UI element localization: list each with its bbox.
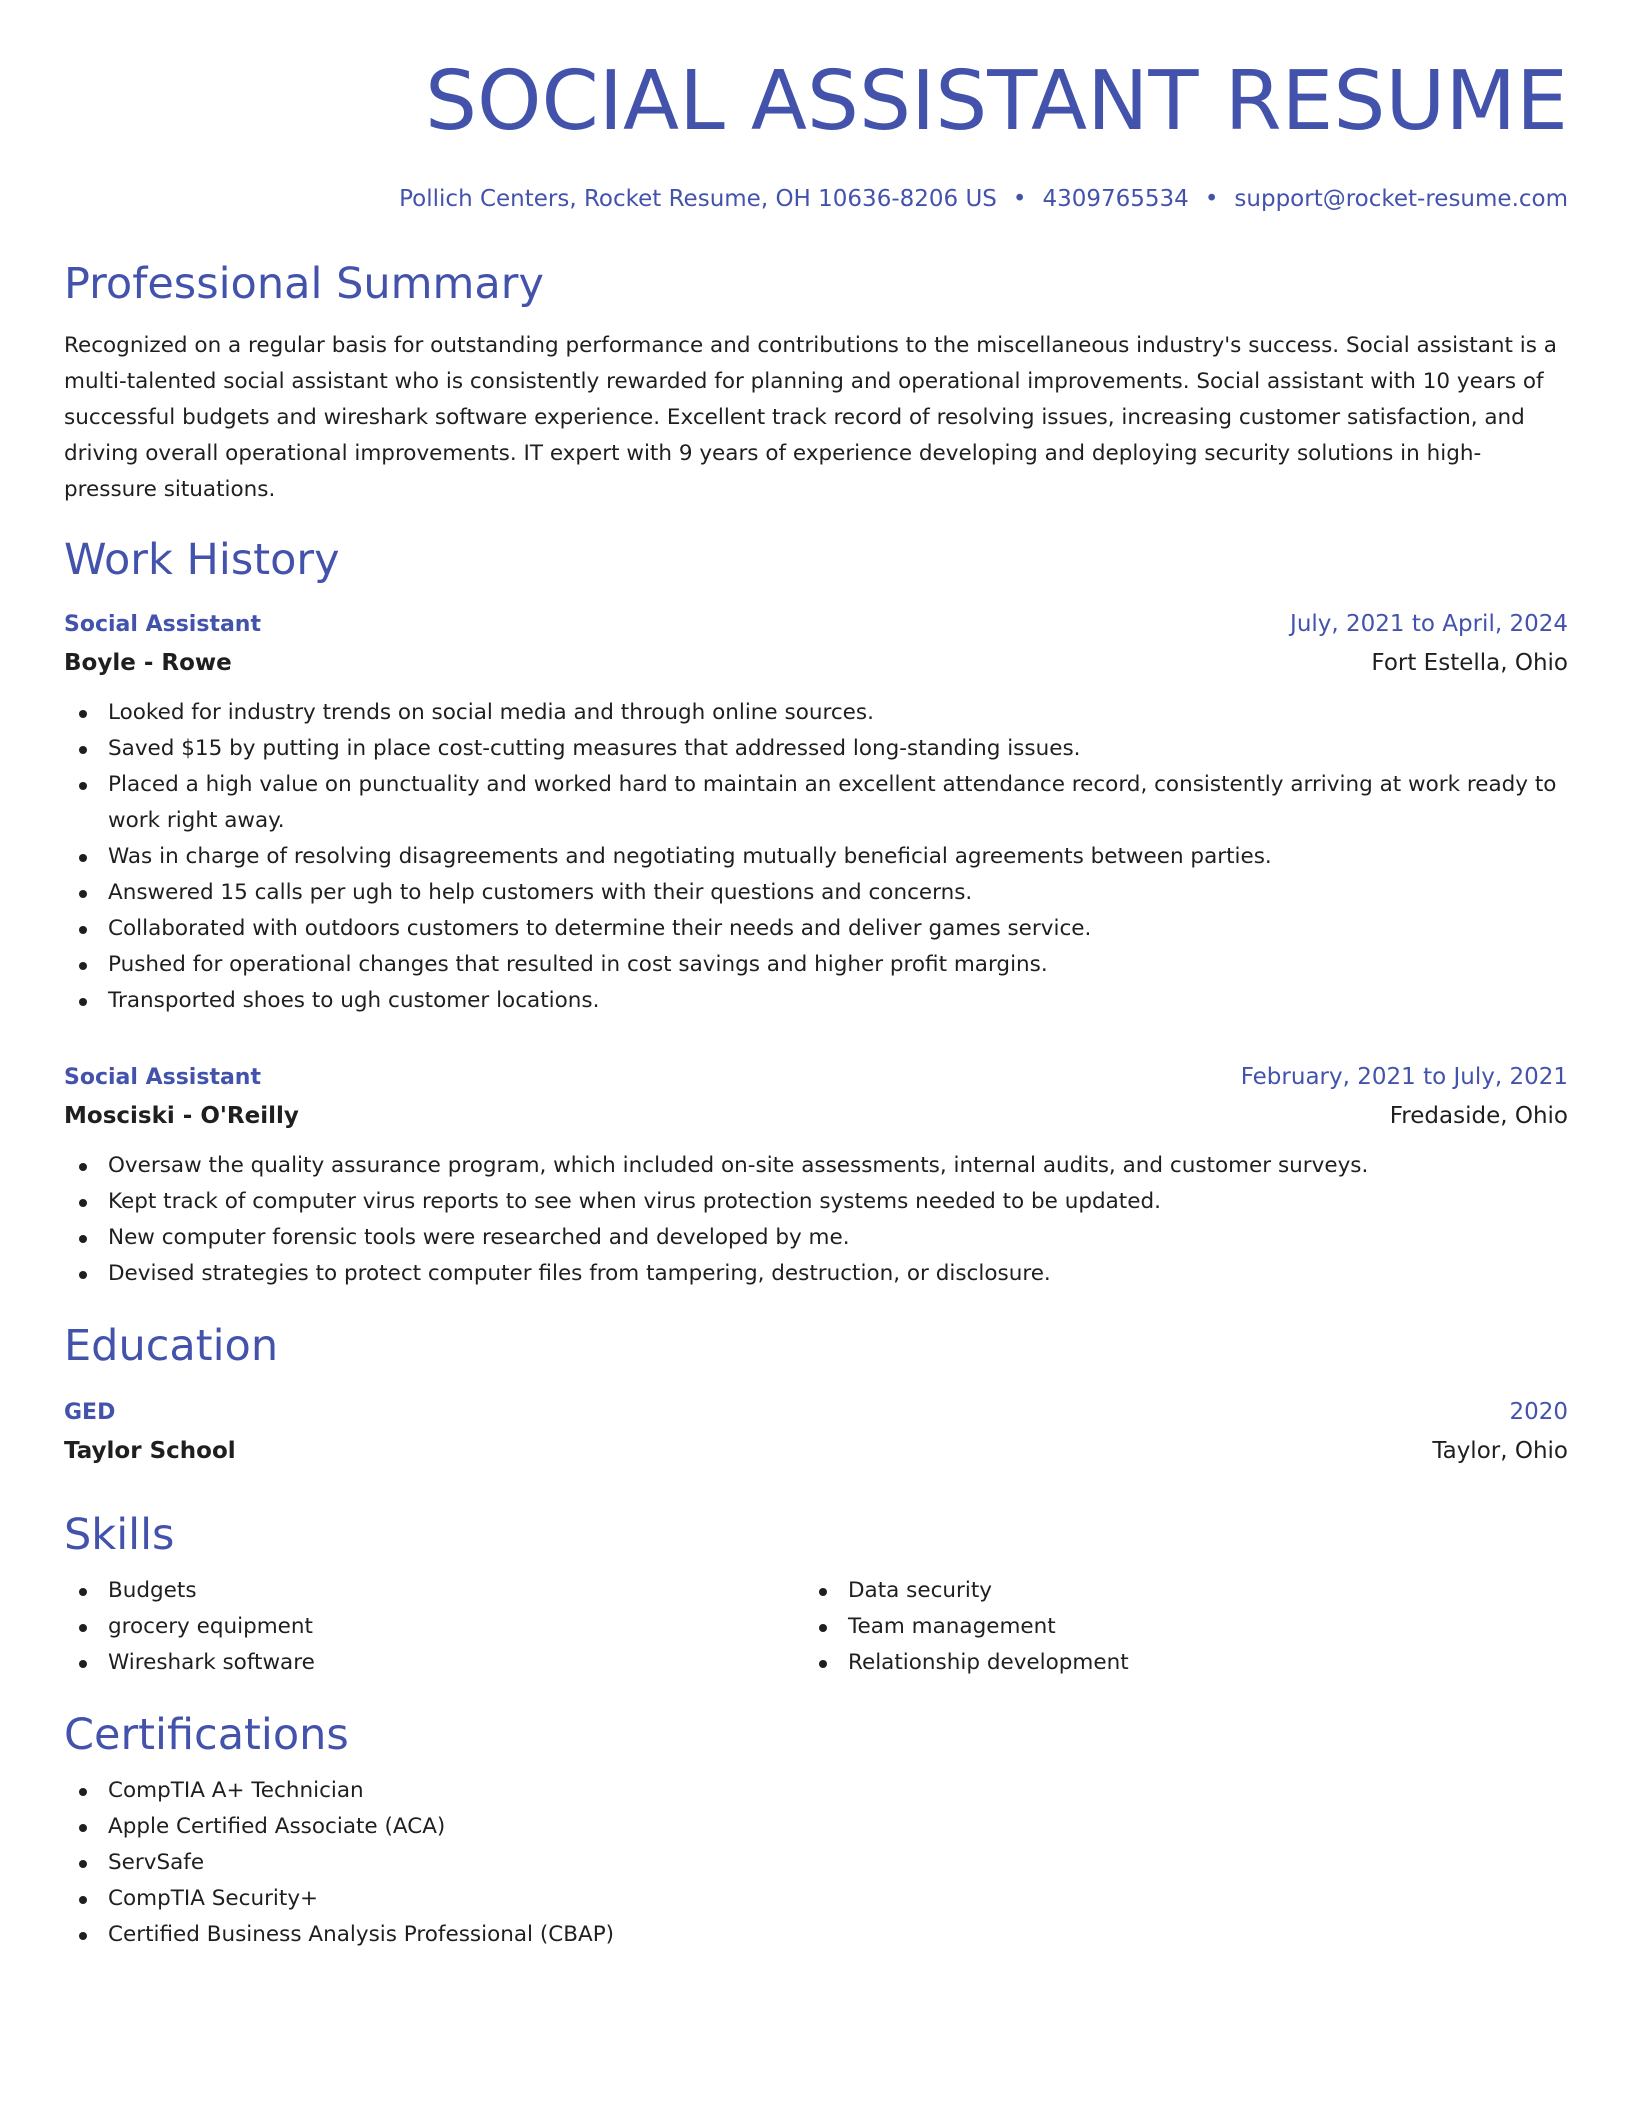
job-location: Fort Estella, Ohio (1371, 650, 1568, 676)
skill-item: grocery equipment (64, 1609, 804, 1645)
skill-item: Data security (804, 1573, 1544, 1609)
job-bullet: Devised strategies to protect computer files from tampering, destruction, or disclosure. (64, 1256, 1568, 1292)
job-location: Fredaside, Ohio (1389, 1103, 1568, 1129)
job-company: Mosciski - O'Reilly (64, 1103, 299, 1129)
education-location: Taylor, Ohio (1432, 1438, 1568, 1464)
job-bullet: Collaborated with outdoors customers to determine their needs and deliver games service. (64, 911, 1568, 947)
job-dates: February, 2021 to July, 2021 (1240, 1064, 1568, 1090)
contact-separator: • (1204, 186, 1219, 212)
certification-item: CompTIA Security+ (64, 1881, 1568, 1917)
job-role: Social Assistant (64, 612, 261, 637)
education-degree: GED (64, 1400, 116, 1425)
job-bullet: Saved $15 by putting in place cost-cutting measures that addressed long-standing issues. (64, 731, 1568, 767)
skills-heading: Skills (64, 1510, 175, 1560)
contact-separator: • (1012, 186, 1027, 212)
job-company: Boyle - Rowe (64, 650, 232, 676)
contact-email: support@rocket-resume.com (1234, 186, 1568, 212)
certification-item: ServSafe (64, 1845, 1568, 1881)
job-bullet: Pushed for operational changes that resulted in cost savings and higher profit margins. (64, 947, 1568, 983)
job-bullet: Oversaw the quality assurance program, which included on-site assessments, internal audits, and customer surveys. (64, 1148, 1568, 1184)
resume-header (64, 55, 1568, 214)
job-bullet: Answered 15 calls per ugh to help customers with their questions and concerns. (64, 875, 1568, 911)
contact-phone: 4309765534 (1042, 186, 1189, 212)
job-role: Social Assistant (64, 1065, 261, 1090)
skills-column-right (804, 1573, 1544, 1681)
job-dates: July, 2021 to April, 2024 (1290, 611, 1568, 637)
skills-column-left (64, 1573, 804, 1681)
certifications-list (64, 1773, 1568, 1953)
job-bullet: New computer forensic tools were researched and developed by me. (64, 1220, 1568, 1256)
education-heading: Education (64, 1321, 279, 1371)
certification-item: Certified Business Analysis Professional (CBAP) (64, 1917, 1568, 1953)
skill-item: Wireshark software (64, 1645, 804, 1681)
education-year: 2020 (1509, 1399, 1568, 1425)
certification-item: Apple Certified Associate (ACA) (64, 1809, 1568, 1845)
summary-text: Recognized on a regular basis for outstanding performance and contributions to the miscellaneous industry's success. Social assistant is a multi-talented social assistant who is consistently rewarded for planning and operational improvements. Social assistant with 10 years of successful budgets and wireshark software experience. Excellent track record of resolving issues, increasing customer satisfaction, and driving overall operational improvements. IT expert with 9 years of experience developing and deploying security solutions in high-pressure situations. (64, 333, 1557, 502)
summary-heading: Professional Summary (64, 259, 544, 309)
job-bullet: Was in charge of resolving disagreements and negotiating mutually beneficial agreements between parties. (64, 839, 1568, 875)
skill-item: Relationship development (804, 1645, 1544, 1681)
education-entry (64, 1394, 1568, 1471)
work-history-heading: Work History (64, 535, 340, 585)
job-bullet: Transported shoes to ugh customer locations. (64, 983, 1568, 1019)
job-bullets (64, 1148, 1568, 1292)
job-bullets (64, 695, 1568, 1019)
skills-grid (64, 1573, 1568, 1681)
skill-item: Budgets (64, 1573, 804, 1609)
education-school: Taylor School (64, 1438, 236, 1464)
certification-item: CompTIA A+ Technician (64, 1773, 1568, 1809)
job-bullet: Kept track of computer virus reports to see when virus protection systems needed to be updated. (64, 1184, 1568, 1220)
job-bullet: Placed a high value on punctuality and worked hard to maintain an excellent attendance record, consistently arriving at work ready to work right away. (64, 767, 1568, 839)
skill-item: Team management (804, 1609, 1544, 1645)
contact-line (64, 184, 1568, 214)
job-entry (64, 1059, 1568, 1292)
job-bullet: Looked for industry trends on social media and through online sources. (64, 695, 1568, 731)
job-entry (64, 606, 1568, 1019)
certifications-heading: Certifications (64, 1710, 349, 1760)
contact-address: Pollich Centers, Rocket Resume, OH 10636-8206 US (399, 186, 997, 212)
resume-title: SOCIAL ASSISTANT RESUME (424, 54, 1568, 149)
